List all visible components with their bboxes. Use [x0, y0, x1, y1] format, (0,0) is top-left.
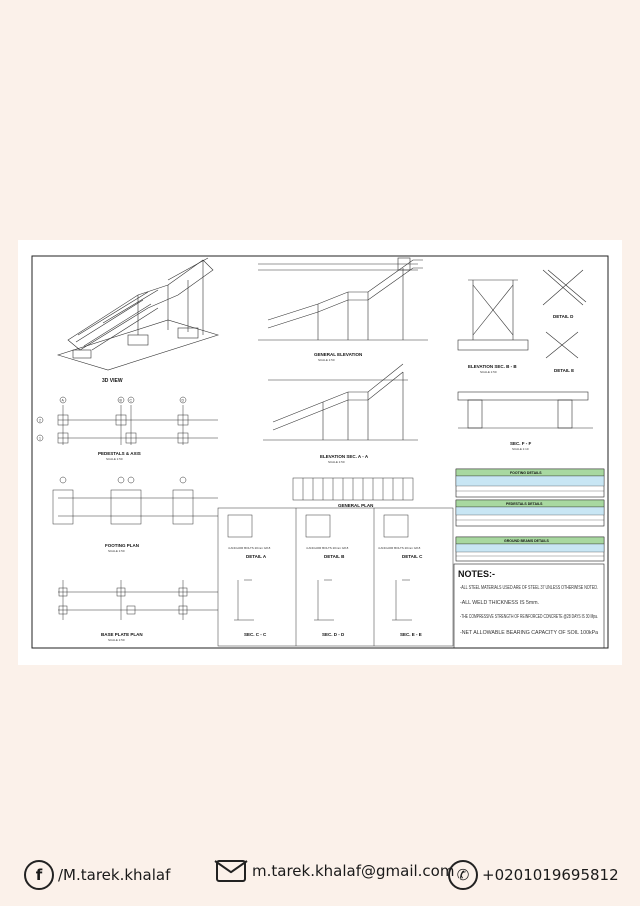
label-detail-d: DETAIL D	[553, 314, 574, 319]
note-1: -ALL STEEL MATERIALS USED ARE OF STEEL 37 UNLESS OTHERWISE NOTED.	[460, 585, 598, 591]
table-footing-title: FOOTING DETAILS	[510, 471, 542, 475]
drawing-sheet	[18, 240, 622, 665]
notes-title: NOTES:-	[458, 569, 495, 579]
table-pedestals-title: PEDESTALS DETAILS	[506, 502, 543, 506]
label-sec-ee: SEC. E - E	[400, 632, 422, 637]
axis-a: A	[61, 398, 64, 403]
footing-plan	[53, 477, 218, 524]
mail-icon	[216, 860, 246, 882]
phone-number[interactable]: +0201019695812	[482, 866, 619, 884]
label-detail-c: DETAIL C	[402, 554, 423, 559]
detail-c-anchor-label: 4 ANCHOR BOLTS 20mm G8.8	[378, 546, 421, 550]
scale-general-elevation: SCALE 1:50	[318, 358, 335, 362]
label-3d-view: 3D VIEW	[102, 378, 123, 384]
general-plan	[293, 478, 413, 500]
axis-2: 2	[39, 418, 41, 423]
label-general-plan: GENERAL PLAN	[338, 503, 374, 508]
axis-b: B	[119, 398, 122, 403]
facebook-icon: f	[24, 860, 54, 890]
label-detail-b: DETAIL B	[324, 554, 345, 559]
label-sec-dd: SEC. D - D	[322, 632, 345, 637]
detail-d-drawing	[543, 270, 586, 305]
sec-ff-drawing	[458, 392, 593, 428]
view-3d	[58, 258, 218, 370]
elevation-sec-bb	[458, 280, 528, 350]
details-frame	[218, 508, 453, 646]
elevation-sec-aa	[263, 364, 418, 440]
detail-e-drawing	[546, 332, 578, 358]
facebook-contact[interactable]	[24, 860, 170, 890]
label-sec-cc: SEC. C - C	[244, 632, 267, 637]
label-elevation-sec-bb: ELEVATION SEC. B - B	[468, 364, 517, 369]
scale-pedestals-axis: SCALE 1:50	[106, 457, 123, 461]
note-4: -NET ALLOWABLE BEARING CAPACITY OF SOIL 100kPa	[460, 630, 599, 636]
label-detail-a: DETAIL A	[246, 554, 267, 559]
drawing-canvas	[18, 240, 622, 665]
axis-c: C	[129, 398, 133, 403]
detail-a-anchor-label: 4 ANCHOR BOLTS 20mm G8.8	[228, 546, 271, 550]
phone-icon: ✆	[448, 860, 478, 890]
label-general-elevation: GENERAL ELEVATION	[314, 352, 363, 357]
email-address[interactable]: m.tarek.khalaf@gmail.com	[252, 862, 455, 880]
table-ground-beams-title: GROUND BEAMS DETAILS	[504, 539, 549, 543]
scale-sec-ff: SCALE 1:10	[512, 447, 529, 451]
note-2: -ALL WELD THICKNESS IS 5mm.	[460, 600, 539, 606]
axis-1: 1	[39, 436, 41, 441]
contact-footer	[0, 852, 640, 906]
label-sec-ff: SEC. F - F	[510, 441, 532, 446]
scale-footing-plan: SCALE 1:50	[108, 549, 125, 553]
email-contact[interactable]	[216, 860, 454, 882]
label-detail-e: DETAIL E	[554, 368, 575, 373]
label-elevation-sec-aa: ELEVATION SEC. A - A	[320, 454, 369, 459]
general-elevation	[258, 258, 428, 340]
detail-b-anchor-label: 4 ANCHOR BOLTS 20mm G8.8	[306, 546, 349, 550]
axis-d: D	[181, 398, 185, 403]
scale-elevation-sec-bb: SCALE 1:50	[480, 370, 497, 374]
label-footing-plan: FOOTING PLAN	[105, 543, 139, 548]
scale-elevation-sec-aa: SCALE 1:50	[328, 460, 345, 464]
phone-contact[interactable]	[448, 860, 619, 890]
note-3: -THE COMPRESSIVE STRENGTH OF REINFORCED CONCRETE @28 DAYS IS 30 Mpa.	[460, 614, 598, 620]
pedestals-axis-plan	[37, 397, 218, 445]
label-pedestals-axis: PEDESTALS & AXIS	[98, 451, 141, 456]
label-base-plate-plan: BASE PLATE PLAN	[101, 632, 143, 637]
facebook-handle[interactable]: /M.tarek.khalaf	[58, 866, 171, 884]
base-plate-plan	[58, 580, 218, 620]
scale-base-plate-plan: SCALE 1:50	[108, 638, 125, 642]
